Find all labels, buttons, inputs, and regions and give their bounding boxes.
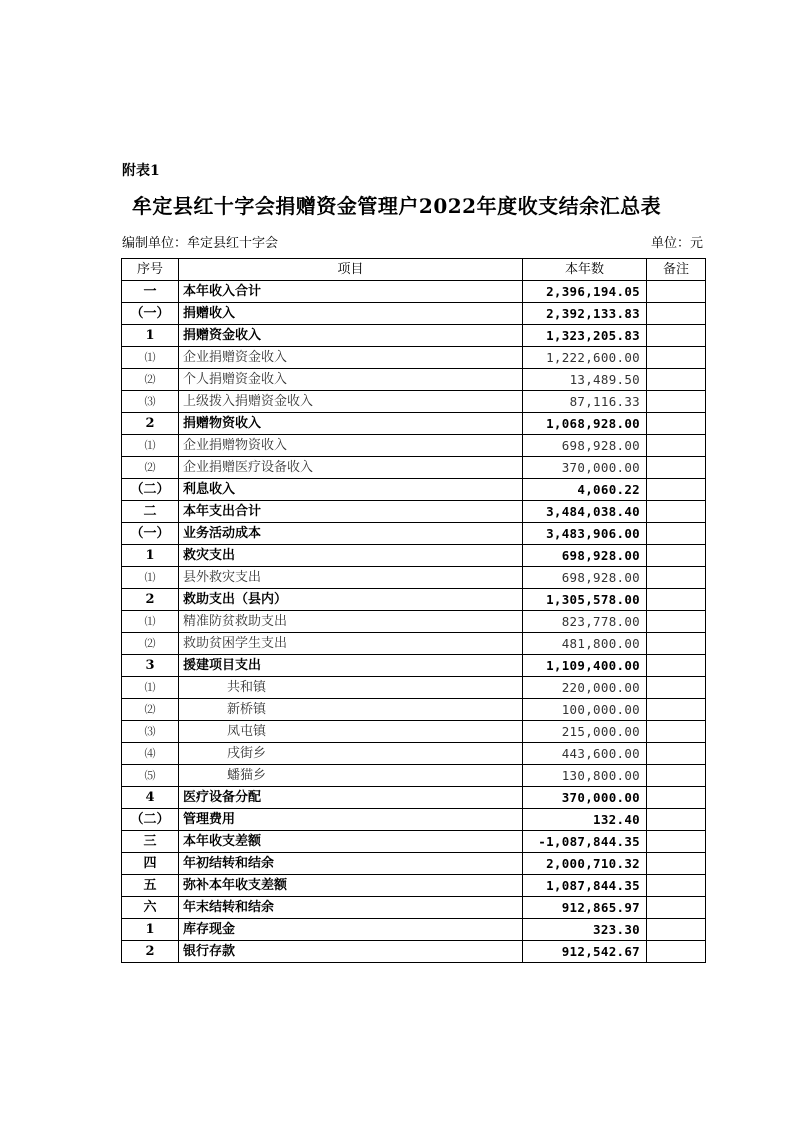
table-row: [122, 545, 706, 567]
row-amount: 698,928.00: [523, 545, 647, 567]
row-note: [647, 831, 706, 853]
row-note: [647, 325, 706, 347]
row-amount: 481,800.00: [523, 633, 647, 655]
row-index: （一）: [122, 303, 179, 325]
table-row: [122, 611, 706, 633]
row-amount: 1,305,578.00: [523, 589, 647, 611]
row-amount: 132.40: [523, 809, 647, 831]
table-body: [122, 281, 706, 963]
row-amount: 912,865.97: [523, 897, 647, 919]
row-note: [647, 523, 706, 545]
row-index: ⑵: [122, 699, 179, 721]
table-row: [122, 523, 706, 545]
row-item-name: 捐赠资金收入: [179, 325, 523, 347]
row-amount: 2,000,710.32: [523, 853, 647, 875]
row-index: （二）: [122, 809, 179, 831]
row-item-name: 本年支出合计: [179, 501, 523, 523]
table-row: [122, 435, 706, 457]
row-item-name: 年初结转和结余: [179, 853, 523, 875]
row-amount: 823,778.00: [523, 611, 647, 633]
row-amount: 2,396,194.05: [523, 281, 647, 303]
row-index: 4: [122, 787, 179, 809]
row-item-name: 利息收入: [179, 479, 523, 501]
row-item-name: 企业捐赠医疗设备收入: [179, 457, 523, 479]
row-amount: 698,928.00: [523, 567, 647, 589]
table-row: [122, 479, 706, 501]
row-index: 二: [122, 501, 179, 523]
column-header-item: 项目: [179, 259, 523, 281]
row-item-name: 捐赠收入: [179, 303, 523, 325]
row-item-name: 上级拨入捐赠资金收入: [179, 391, 523, 413]
row-item-name: 企业捐赠资金收入: [179, 347, 523, 369]
row-amount: 1,222,600.00: [523, 347, 647, 369]
table-row: [122, 699, 706, 721]
row-item-name: 共和镇: [179, 677, 523, 699]
row-index: （一）: [122, 523, 179, 545]
row-item-name: 精准防贫救助支出: [179, 611, 523, 633]
row-note: [647, 809, 706, 831]
row-amount: -1,087,844.35: [523, 831, 647, 853]
row-index: ⑴: [122, 347, 179, 369]
row-amount: 3,483,906.00: [523, 523, 647, 545]
row-index: 1: [122, 545, 179, 567]
row-amount: 1,109,400.00: [523, 655, 647, 677]
row-note: [647, 941, 706, 963]
row-note: [647, 677, 706, 699]
table-row: [122, 853, 706, 875]
row-index: 三: [122, 831, 179, 853]
row-item-name: 救助支出（县内）: [179, 589, 523, 611]
row-item-name: 弥补本年收支差额: [179, 875, 523, 897]
row-index: 1: [122, 919, 179, 941]
row-item-name: 银行存款: [179, 941, 523, 963]
row-item-name: 县外救灾支出: [179, 567, 523, 589]
row-item-name: 本年收支差额: [179, 831, 523, 853]
row-index: ⑵: [122, 457, 179, 479]
table-row: [122, 281, 706, 303]
table-header-row: [122, 259, 706, 281]
row-note: [647, 633, 706, 655]
table-row: [122, 831, 706, 853]
row-note: [647, 501, 706, 523]
row-note: [647, 897, 706, 919]
row-amount: 370,000.00: [523, 457, 647, 479]
row-item-name: 蟠猫乡: [179, 765, 523, 787]
row-amount: 912,542.67: [523, 941, 647, 963]
table-row: [122, 589, 706, 611]
row-amount: 443,600.00: [523, 743, 647, 765]
row-index: ⑸: [122, 765, 179, 787]
row-index: 四: [122, 853, 179, 875]
row-index: ⑴: [122, 435, 179, 457]
table-row: [122, 787, 706, 809]
row-item-name: 管理费用: [179, 809, 523, 831]
row-note: [647, 875, 706, 897]
table-row: [122, 919, 706, 941]
row-index: ⑴: [122, 567, 179, 589]
column-header-amount: 本年数: [523, 259, 647, 281]
row-note: [647, 479, 706, 501]
row-item-name: 医疗设备分配: [179, 787, 523, 809]
page-title: 牟定县红十字会捐赠资金管理户2022年度收支结余汇总表: [131, 194, 662, 218]
row-index: 2: [122, 941, 179, 963]
row-index: ⑶: [122, 721, 179, 743]
row-note: [647, 347, 706, 369]
row-note: [647, 303, 706, 325]
row-item-name: 救助贫困学生支出: [179, 633, 523, 655]
row-note: [647, 655, 706, 677]
column-header-note: 备注: [647, 259, 706, 281]
row-note: [647, 567, 706, 589]
compiling-unit: 编制单位：牟定县红十字会: [122, 236, 279, 251]
row-amount: 3,484,038.40: [523, 501, 647, 523]
table-row: [122, 391, 706, 413]
row-item-name: 年末结转和结余: [179, 897, 523, 919]
row-amount: 2,392,133.83: [523, 303, 647, 325]
row-item-name: 库存现金: [179, 919, 523, 941]
row-amount: 220,000.00: [523, 677, 647, 699]
table-row: [122, 567, 706, 589]
row-index: （二）: [122, 479, 179, 501]
row-amount: 698,928.00: [523, 435, 647, 457]
row-index: ⑵: [122, 633, 179, 655]
table-row: [122, 721, 706, 743]
row-amount: 1,087,844.35: [523, 875, 647, 897]
table-row: [122, 677, 706, 699]
row-note: [647, 853, 706, 875]
column-header-index: 序号: [122, 259, 179, 281]
row-index: ⑴: [122, 611, 179, 633]
row-note: [647, 545, 706, 567]
row-amount: 1,068,928.00: [523, 413, 647, 435]
table-row: [122, 655, 706, 677]
row-item-name: 捐赠物资收入: [179, 413, 523, 435]
summary-table: [121, 258, 706, 963]
row-item-name: 戌街乡: [179, 743, 523, 765]
row-note: [647, 721, 706, 743]
table-row: [122, 501, 706, 523]
row-amount: 323.30: [523, 919, 647, 941]
row-index: ⑶: [122, 391, 179, 413]
row-note: [647, 281, 706, 303]
row-index: 五: [122, 875, 179, 897]
row-amount: 13,489.50: [523, 369, 647, 391]
row-index: 六: [122, 897, 179, 919]
row-note: [647, 611, 706, 633]
table-row: [122, 897, 706, 919]
row-index: 2: [122, 413, 179, 435]
table-row: [122, 875, 706, 897]
row-item-name: 新桥镇: [179, 699, 523, 721]
table-row: [122, 765, 706, 787]
row-item-name: 本年收入合计: [179, 281, 523, 303]
row-index: 1: [122, 325, 179, 347]
row-amount: 130,800.00: [523, 765, 647, 787]
row-note: [647, 369, 706, 391]
table-row: [122, 303, 706, 325]
row-amount: 215,000.00: [523, 721, 647, 743]
currency-unit: 单位：元: [650, 236, 703, 251]
row-note: [647, 589, 706, 611]
row-index: ⑷: [122, 743, 179, 765]
table-row: [122, 413, 706, 435]
table-row: [122, 347, 706, 369]
row-index: 2: [122, 589, 179, 611]
row-amount: 1,323,205.83: [523, 325, 647, 347]
row-item-name: 援建项目支出: [179, 655, 523, 677]
row-note: [647, 413, 706, 435]
row-note: [647, 391, 706, 413]
table-row: [122, 809, 706, 831]
table-row: [122, 369, 706, 391]
row-index: 一: [122, 281, 179, 303]
row-index: 3: [122, 655, 179, 677]
row-index: ⑴: [122, 677, 179, 699]
table-row: [122, 325, 706, 347]
row-amount: 370,000.00: [523, 787, 647, 809]
row-note: [647, 457, 706, 479]
row-amount: 87,116.33: [523, 391, 647, 413]
table-row: [122, 941, 706, 963]
row-note: [647, 765, 706, 787]
row-item-name: 个人捐赠资金收入: [179, 369, 523, 391]
row-note: [647, 435, 706, 457]
row-item-name: 救灾支出: [179, 545, 523, 567]
row-note: [647, 787, 706, 809]
table-row: [122, 633, 706, 655]
row-index: ⑵: [122, 369, 179, 391]
table-row: [122, 743, 706, 765]
row-item-name: 业务活动成本: [179, 523, 523, 545]
row-note: [647, 743, 706, 765]
row-amount: 100,000.00: [523, 699, 647, 721]
row-item-name: 凤屯镇: [179, 721, 523, 743]
row-note: [647, 699, 706, 721]
appendix-label: 附表1: [122, 163, 160, 179]
row-note: [647, 919, 706, 941]
table-row: [122, 457, 706, 479]
row-item-name: 企业捐赠物资收入: [179, 435, 523, 457]
row-amount: 4,060.22: [523, 479, 647, 501]
